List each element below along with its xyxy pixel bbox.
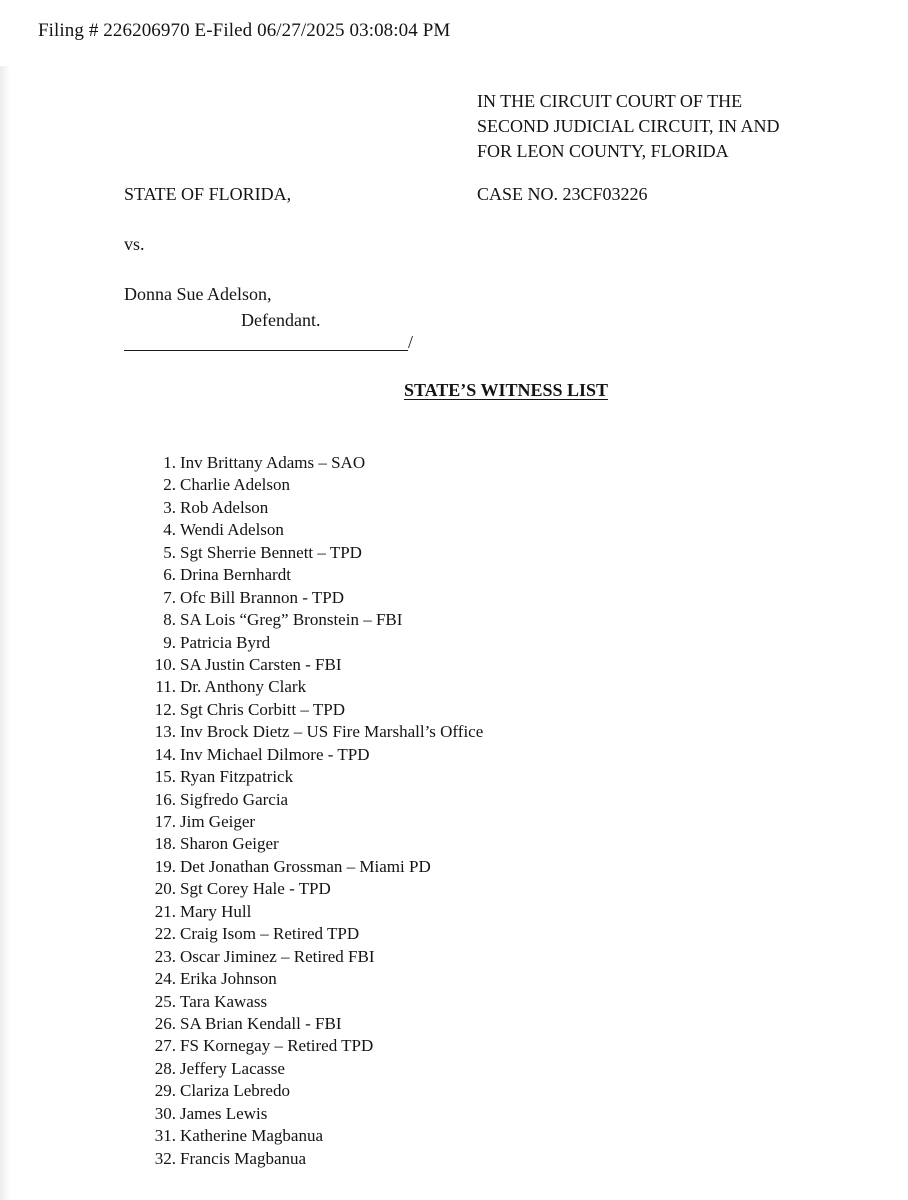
witness-list-item <box>120 968 483 990</box>
witness-name: SA Justin Carsten - FBI <box>180 654 342 674</box>
witness-name: Sgt Corey Hale - TPD <box>180 879 331 899</box>
witness-name: Clariza Lebredo <box>180 1081 290 1101</box>
witness-list-item <box>120 1103 483 1125</box>
witness-number: 2. <box>163 475 176 495</box>
case-number: CASE NO. 23CF03226 <box>477 184 648 204</box>
witness-number: 32. <box>154 1148 176 1168</box>
witness-number: 11. <box>155 677 176 697</box>
witness-list-item <box>120 1035 483 1057</box>
court-caption <box>477 89 780 164</box>
document-title: STATE’S WITNESS LIST <box>403 380 609 400</box>
court-caption-line: SECOND JUDICIAL CIRCUIT, IN AND <box>477 116 780 136</box>
witness-name: Rob Adelson <box>180 497 269 517</box>
defendant-name: Donna Sue Adelson, <box>124 284 272 304</box>
witness-list-item <box>120 856 483 878</box>
witness-number: 12. <box>154 699 176 719</box>
witness-list-item <box>120 1125 483 1147</box>
witness-number: 5. <box>163 542 176 562</box>
witness-list-item <box>120 811 483 833</box>
witness-list-item <box>120 654 483 676</box>
witness-name: Jim Geiger <box>180 812 256 831</box>
witness-number: 8. <box>163 610 176 630</box>
witness-name: Katherine Magbanua <box>180 1126 324 1146</box>
witness-name: Inv Brittany Adams – SAO <box>180 453 366 472</box>
witness-name: Patricia Byrd <box>180 632 271 652</box>
witness-list-item <box>120 1080 483 1102</box>
witness-name: Drina Bernhardt <box>180 565 291 585</box>
witness-list-item <box>120 991 483 1013</box>
witness-number: 10. <box>154 654 176 674</box>
witness-name: Inv Brock Dietz – US Fire Marshall’s Office <box>180 722 484 742</box>
witness-number: 16. <box>154 789 176 809</box>
witness-list-item <box>120 474 483 496</box>
witness-list-item <box>120 946 483 968</box>
filing-header: Filing # 226206970 E-Filed 06/27/2025 03:08:04 PM <box>38 20 451 41</box>
page-edge-shadow <box>0 66 10 1200</box>
defendant-role: Defendant. <box>241 310 321 330</box>
witness-number: 17. <box>154 812 176 831</box>
witness-name: Ofc Bill Brannon - TPD <box>180 587 345 607</box>
witness-list-item <box>120 744 483 766</box>
witness-name: Sharon Geiger <box>180 834 279 854</box>
witness-name: Wendi Adelson <box>180 520 284 540</box>
witness-list-item <box>120 587 483 609</box>
witness-number: 1. <box>163 453 176 472</box>
witness-number: 26. <box>154 1013 176 1033</box>
witness-number: 3. <box>163 497 176 517</box>
witness-name: Oscar Jiminez – Retired FBI <box>180 946 375 966</box>
witness-name: Erika Johnson <box>180 969 277 989</box>
witness-number: 30. <box>154 1103 176 1123</box>
witness-name: Jeffery Lacasse <box>180 1058 285 1078</box>
witness-list-item <box>120 878 483 900</box>
witness-list-item <box>120 1148 483 1170</box>
witness-list-item <box>120 721 483 743</box>
witness-list-item <box>120 676 483 698</box>
witness-number: 21. <box>154 901 176 921</box>
caption-rule <box>124 350 408 351</box>
witness-name: Craig Isom – Retired TPD <box>180 924 360 944</box>
witness-name: Det Jonathan Grossman – Miami PD <box>180 856 431 876</box>
witness-number: 18. <box>154 834 176 854</box>
witness-name: Tara Kawass <box>180 991 268 1011</box>
witness-number: 22. <box>154 924 176 944</box>
witness-list-item <box>120 542 483 564</box>
witness-number: 28. <box>154 1058 176 1078</box>
caption-rule-slash: / <box>408 332 414 352</box>
witness-name: Mary Hull <box>180 901 252 921</box>
witness-list-item <box>120 452 483 474</box>
witness-name: SA Brian Kendall - FBI <box>180 1013 342 1033</box>
witness-list-item <box>120 833 483 855</box>
witness-name: Sigfredo Garcia <box>180 789 289 809</box>
witness-name: SA Lois “Greg” Bronstein – FBI <box>180 610 403 630</box>
witness-number: 25. <box>154 991 176 1011</box>
witness-list-item <box>120 699 483 721</box>
versus-label: vs. <box>124 234 145 254</box>
witness-name: Sgt Chris Corbitt – TPD <box>180 699 345 719</box>
witness-name: Inv Michael Dilmore - TPD <box>180 744 370 764</box>
witness-name: Ryan Fitzpatrick <box>180 767 294 787</box>
witness-name: FS Kornegay – Retired TPD <box>180 1036 374 1056</box>
witness-list-item <box>120 632 483 654</box>
witness-number: 20. <box>154 879 176 899</box>
plaintiff-name: STATE OF FLORIDA, <box>124 184 292 204</box>
witness-list-item <box>120 901 483 923</box>
witness-number: 4. <box>163 520 176 540</box>
witness-number: 23. <box>154 946 176 966</box>
witness-number: 19. <box>154 856 176 876</box>
witness-number: 9. <box>163 632 176 652</box>
witness-name: James Lewis <box>180 1103 268 1123</box>
witness-number: 7. <box>163 587 176 607</box>
witness-list-item <box>120 497 483 519</box>
witness-name: Dr. Anthony Clark <box>180 677 307 697</box>
witness-list-item <box>120 1058 483 1080</box>
witness-list-item <box>120 1013 483 1035</box>
witness-number: 31. <box>154 1126 176 1146</box>
witness-list-item <box>120 923 483 945</box>
witness-number: 24. <box>154 969 176 989</box>
witness-number: 27. <box>154 1036 176 1056</box>
witness-number: 15. <box>154 767 176 787</box>
witness-number: 6. <box>163 565 176 585</box>
witness-name: Francis Magbanua <box>180 1148 307 1168</box>
witness-list-item <box>120 609 483 631</box>
witness-list-item <box>120 564 483 586</box>
witness-list-item <box>120 519 483 541</box>
witness-number: 13. <box>154 722 176 742</box>
witness-list-item <box>120 766 483 788</box>
witness-number: 29. <box>154 1081 176 1101</box>
court-caption-line: IN THE CIRCUIT COURT OF THE <box>477 91 743 111</box>
court-caption-line: FOR LEON COUNTY, FLORIDA <box>477 141 729 161</box>
witness-list <box>120 452 483 1170</box>
witness-number: 14. <box>154 744 176 764</box>
witness-list-item <box>120 789 483 811</box>
witness-name: Sgt Sherrie Bennett – TPD <box>180 542 362 562</box>
witness-name: Charlie Adelson <box>180 475 291 495</box>
